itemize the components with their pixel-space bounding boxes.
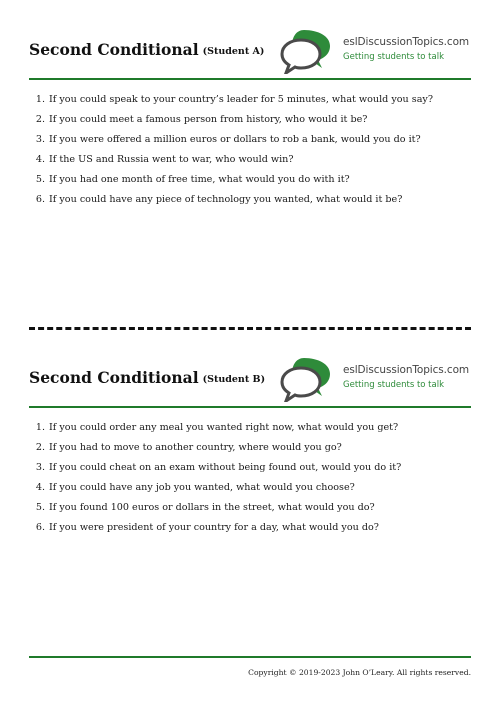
question-text: If you could have any piece of technology you wanted, what would it be? xyxy=(49,194,403,205)
question-number: 1. xyxy=(35,422,45,433)
question-text: If you found 100 euros or dollars in the street, what would you do? xyxy=(49,502,375,513)
question-text: If the US and Russia went to war, who would win? xyxy=(49,154,294,165)
question-text: If you were president of your country for a day, what would you do? xyxy=(49,522,379,533)
question-number: 3. xyxy=(35,134,45,145)
question-number: 2. xyxy=(35,114,45,125)
speech-bubbles-logo-icon xyxy=(280,28,340,74)
question-number: 6. xyxy=(35,194,45,205)
question-number: 4. xyxy=(35,482,45,493)
question-text: If you could have any job you wanted, what would you choose? xyxy=(49,482,355,493)
list-item xyxy=(29,170,471,190)
brand-tagline: Getting students to talk xyxy=(343,52,445,62)
question-text: If you could meet a famous person from history, who would it be? xyxy=(49,114,368,125)
list-item xyxy=(29,418,471,438)
question-text: If you could order any meal you wanted right now, what would you get? xyxy=(49,422,399,433)
list-item xyxy=(29,458,471,478)
question-number: 4. xyxy=(35,154,45,165)
worksheet-header xyxy=(0,328,500,408)
list-item xyxy=(29,518,471,538)
question-number: 5. xyxy=(35,502,45,513)
question-text: If you had one month of free time, what would you do with it? xyxy=(49,174,350,185)
list-item xyxy=(29,90,471,110)
question-list xyxy=(29,90,471,210)
footer-divider xyxy=(29,656,471,658)
title-text: Second Conditional xyxy=(29,368,199,387)
list-item xyxy=(29,438,471,458)
question-number: 2. xyxy=(35,442,45,453)
question-number: 1. xyxy=(35,94,45,105)
worksheet-title xyxy=(29,40,264,59)
list-item xyxy=(29,478,471,498)
brand-tagline: Getting students to talk xyxy=(343,380,445,390)
worksheet-title xyxy=(29,368,265,387)
list-item xyxy=(29,110,471,130)
student-label: (Student B) xyxy=(202,374,266,385)
speech-bubbles-logo-icon xyxy=(280,356,340,402)
student-label: (Student A) xyxy=(202,46,265,57)
brand-name: eslDiscussionTopics.com xyxy=(343,364,470,376)
question-text: If you could speak to your country’s leader for 5 minutes, what would you say? xyxy=(49,94,433,105)
list-item xyxy=(29,130,471,150)
question-number: 3. xyxy=(35,462,45,473)
list-item xyxy=(29,150,471,170)
worksheet-header xyxy=(0,0,500,80)
brand-name: eslDiscussionTopics.com xyxy=(343,36,470,48)
list-item xyxy=(29,190,471,210)
question-number: 6. xyxy=(35,522,45,533)
question-text: If you had to move to another country, where would you go? xyxy=(49,442,342,453)
title-text: Second Conditional xyxy=(29,40,199,59)
question-text: If you could cheat on an exam without being found out, would you do it? xyxy=(49,462,402,473)
copyright-notice: Copyright © 2019-2023 John O’Leary. All rights reserved. xyxy=(248,668,471,677)
header-divider xyxy=(29,406,471,408)
list-item xyxy=(29,498,471,518)
question-number: 5. xyxy=(35,174,45,185)
question-text: If you were offered a million euros or dollars to rob a bank, would you do it? xyxy=(49,134,421,145)
header-divider xyxy=(29,78,471,80)
question-list xyxy=(29,418,471,538)
